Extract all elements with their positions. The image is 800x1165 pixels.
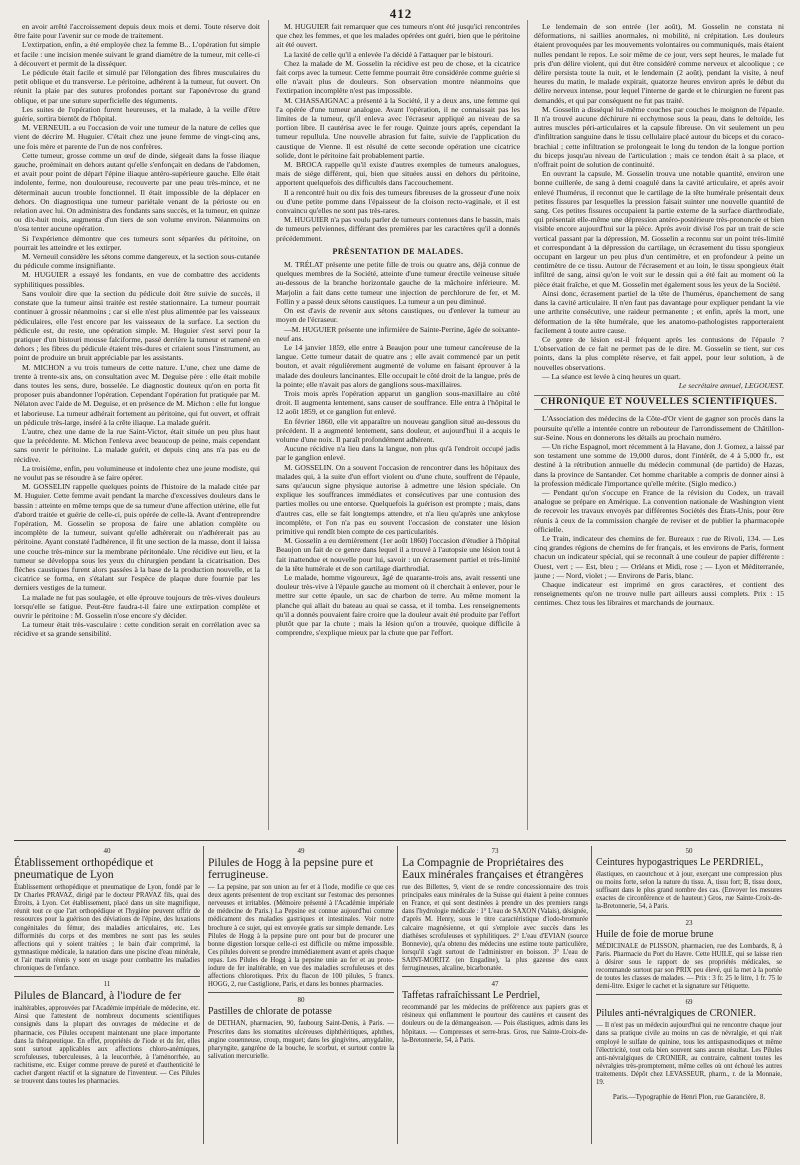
paragraph: Aucune récidive n'a lieu dans la langue, non plus qu'à l'endroit occupé jadis par le ganglion enlevé.	[276, 444, 520, 463]
ad-title: Établissement orthopédique et pneumatique de Lyon	[14, 857, 154, 882]
printer-line: Paris.—Typographie de Henri Plon, rue Garancière, 8.	[612, 1093, 766, 1102]
paragraph: M. HUGUIER a essayé les fondants, en vue de combattre des accidents syphilitiques possibles.	[14, 270, 260, 289]
paragraph: M. GOSSELIN rappelle quelques points de l'histoire de la malade citée par M. Huguier. Cette femme avait pendant la marche d'excessives douleurs dans le bassin : atteinte en même temps que de sa tumeur d'une affection utérine, elle fut d'abord traitée et guérie de celle-ci, puis opérée de celle-là. Avant d'entreprendre l'opération, M. Gosselin se proposa de faire une ablation complète ou incomplète de la tumeur, suivant qu'elle adhérerait ou n'adhérerait pas au péritoine. Ayant constaté l'adhérence, il fit une section de la masse, dont il laissa une couche très-mince sur la membrane péritonéale. Une récidive eut lieu, et la tumeur se développa sous les yeux du chirurgien pendant la cicatrisation. Des flèches caustiques furent alors passées à la base de la production nouvelle, et la cicatrice se forma, en s'étalant sur l'espèce de plaque dure fournie par les derniers vestiges de la tumeur.	[14, 482, 260, 593]
signature: Le secrétaire annuel, LEGOUEST.	[678, 380, 784, 390]
ad-body: — Il n'est pas un médecin aujourd'hui qui ne rencontre chaque jour dans sa pratique civile au moins un cas de névralgie, et qui n'ait employé le sulfate de quinine, tous les antispasmodiques et même l'électricité, tout cela bien souvent sans aucun résultat. Les Pilules anti-névralgiques de CRONIER, au contraire, calment toutes les névralgies très-promptement, même celles où ont échoué les autres traitements. Dépôt chez LEVASSEUR, pharm., r. de la Monnaie, 19.	[596, 1022, 782, 1086]
ad-title: La Compagnie de Propriétaires des Eaux minérales françaises et étrangères	[402, 857, 584, 882]
paragraph: En ouvrant la capsule, M. Gosselin trouva une notable quantité, environ une bonne cuillerée, de sang à demi coagulé dans la cavité articulaire, et après avoir enlevé l'humérus, il reconnut que le cartilage de la tête humérale présentait deux petites fissures par lesquelles la pression faisait suinter une nouvelle quantité de sang. Ces petites fissures occupaient la partie externe de la surface diarthrodiale, qui présentait elle-même une dépression antéro-postérieure très-prononcée et bien visible encore aujourd'hui sur la pièce. Après avoir divisé l'os par un trait de scie vertical passant par la dépression, M. Gosselin a reconnu sur un point très-limité et correspondant à la dépression du cartilage, un écrasement du tissu spongieux occupant en largeur un peu plus d'un centimètre, et en profondeur à peine un centimètre de ce tissu. Autour de l'écrasement et au loin, le tissu spongieux était infiltré de sang, ainsi qu'on le voit sur le dessin qui a été fait au moment où la pièce était fraîche, et que M. Gosselin met également sous les yeux de la Société.	[534, 169, 784, 289]
paragraph: L'autre, chez une dame de la rue Saint-Victor, était située un peu plus haut que la précédente. M. Michon l'enleva avec beaucoup de peine, mais cependant sans ouvrir le péritoine. La malade guérit, et depuis cinq ans n'a pas eu de récidive.	[14, 426, 260, 464]
ad-number: 40	[103, 847, 111, 855]
paragraph: Chez la malade de M. Gosselin la récidive est peu de chose, et la cicatrice fait corps avec la tumeur. Cette femme pourrait être considérée comme guérie si elle n'avait plus de douleurs. Son observation montre néanmoins que l'extirpation incomplète n'est pas impossible.	[276, 58, 520, 96]
paragraph: Le Train, indicateur des chemins de fer. Bureaux : rue de Rivoli, 134. — Les cinq grandes régions de chemins de fer français, et les environs de Paris, forment chacun un indicateur spécial, qui se reconnaît à une couleur de papier différente : Ouest, vert ; — Est, bleu ; — Orléans et Midi, rose ; — Lyon et Méditerranée, jaune ; — Nord, violet ; — Environs de Paris, blanc.	[534, 533, 784, 580]
paragraph: La laxité de celle qu'il a enlevée l'a décidé à l'attaquer par le bistouri.	[284, 49, 494, 59]
paragraph: La troisième, enfin, peu volumineuse et indolente chez une jeune modiste, qui ne voulut pas se résoudre à se faire opérer.	[14, 463, 260, 482]
ad-body: inaltérables, approuvées par l'Académie impériale de médecine, etc. Ainsi que l'attestent de nombreux documents scientifiques consignés dans la plupart des ouvrages de médecine et de pharmacie, ces Pilules occupent maintenant une place importante dans la thérapeutique. En effet, propriétés de l'iode et du fer, elles sont surtout applicables aux affections chloro-anémiques, scrofuleuses, tuberculeuses, à la leucorrhée, à l'aménorrhée, au rachitisme, etc. Exiger comme preuve de pureté et d'authenticité le cachet d'argent réactif et la signature de l'inventeur. — Ces Pilules se trouvent dans toutes les pharmacies.	[14, 1005, 200, 1086]
advertisements	[14, 846, 786, 1146]
ad-body: recommandé par les médecins de préférence aux papiers gras et résineux qui enflamment le pourtour des cautères et causent des douleurs ou de la démangeaison. — Pois élastiques, admis dans les hôpitaux. — Compresses et serre-bras. Gros, rue Sainte-Croix-de-la-Bretonnerie, 54, à Paris.	[402, 1004, 588, 1044]
section-heading: PRÉSENTATION DE MALADES.	[332, 246, 464, 256]
ad-title: Pilules de Blancard, à l'iodure de fer	[14, 990, 182, 1003]
ad-column-1	[14, 846, 200, 1146]
ad-number: 47	[491, 980, 499, 989]
column-1	[14, 22, 260, 830]
paragraph: Les suites de l'opération furent heureuses, et la malade, à la veille d'être guérie, sortira bientôt de l'hôpital.	[14, 104, 260, 124]
ad-number: 49	[297, 847, 305, 855]
paragraph: Si l'expérience démontre que ces tumeurs sont séparées du péritoine, on pourrait les atteindre et les extirper.	[14, 233, 260, 252]
ad-body: — La pepsine, par son union au fer et à l'iode, modifie ce que ces deux agents présentent de trop excitant sur l'estomac des personnes nerveuses et irritables. (Mémoire présenté à l'Académie impériale de médecine de Paris.) La Pepsine est connue aujourd'hui comme médicament des maladies gastriques et intestinales. Voir notre brochure à ce sujet, qui est envoyée gratis sur simple demande. Les Pilules de Hogg à la pepsine pure ont pour but de procurer une bonne digestion lorsque celle-ci est difficile ou même impossible. Ces pilules doivent se prendre immédiatement avant et après chaque repas. Les Pilules de Hogg à la pepsine unie au fer et au proto-iodure de fer inaltérable, en vue des maladies scrofuleuses et des affections chlorotiques. Prix du flacon de 100 pilules, 5 francs. HOGG, 2, rue Castiglione, Paris, et dans les bonnes pharmacies.	[208, 884, 394, 989]
paragraph: — Un riche Espagnol, mort récemment à la Havane, don J. Gomez, a laissé par son testament une somme de 19,000 duros, dont l'intérêt, de 4 à 5,000 fr., est destiné à la rétribution annuelle du médecin communal (de partido) de Hazas, dans la province de Santander. Cet homme charitable a compris de donner ainsi à la profession médicale l'importance qu'elle mérite. (Siglo medico.)	[534, 441, 784, 488]
ad-rule	[596, 915, 782, 916]
paragraph: Ainsi donc, écrasement partiel de la tête de l'humérus, épanchement de sang dans la cavité articulaire. Il n'en faut pas davantage pour expliquer pendant la vie une arthrite consécutive, une raideur permanente ; et enfin, après la mort, une déformation de la tête humérale, que les anatomo-pathologistes rapporteraient facilement à toute autre cause.	[534, 288, 784, 335]
paragraph: En février 1860, elle vit apparaître un nouveau ganglion situé au-dessous du précédent. Il a augmenté lentement, sans douleur, et aujourd'hui il a acquis le volume d'une noix. Il paraît profondément adhérent.	[276, 416, 520, 444]
ad-rule	[402, 976, 588, 977]
paragraph: Il a rencontré huit ou dix fois des tumeurs fibreuses de la grosseur d'une noix ou d'une petite pomme dans l'épaisseur de la cloison recto-vaginale, et il est convaincu qu'elles ne sont pas très-rares.	[276, 187, 520, 216]
paragraph: M. HUGUIER fait remarquer que ces tumeurs n'ont été jusqu'ici rencontrées que chez les femmes, et que les malades opérées ont guéri, bien que le péritoine ait été ouvert.	[276, 22, 520, 50]
ad-body: MÉDICINALE de PLISSON, pharmacien, rue des Lombards, 8, à Paris. Pharmacie du Port du Havre. Cette HUILE, qui se laisse rien à désirer sous le rapport de ses propriétés médicales, se recommande surtout par son PRIX peu élevé, qui la met à la portée de toutes les classes de malades. — Prix : 3 fr. 25 le litre, 1 fr. 75 le demi-litre. Exiger le cachet et la signature sur l'étiquette.	[596, 942, 782, 991]
ad-column-3	[402, 846, 588, 1146]
paragraph: en avoir arrêté l'accroissement depuis deux mois et demi. Toute réserve doit être faite pour l'avenir sur ce mode de traitement.	[14, 22, 260, 41]
paragraph: M. HUGUIER n'a pas voulu parler de tumeurs contenues dans le bassin, mais de tumeurs pelviennes, différant des premières par les caractères qu'il a donnés précédemment.	[276, 215, 520, 243]
ad-body: Établissement orthopédique et pneumatique de Lyon, fondé par le Dr Charles PRAVAZ, dirigé par le docteur PRAVAZ fils, quai des Étroits, à Lyon. Cet établissement, placé dans un site magnifique, réunit tout ce que l'art orthopédique et l'hygiène peuvent offrir de ressources pour la guérison des déviations de l'épine, des luxations congénitales du fémur, des maladies articulaires, etc. Les difformités du corps et des membres ne sont pas les seules affections qui y soient traitées ; le bain d'air comprimé, la gymnastique médicale, la natation dans une piscine d'eau minérale, et l'air marin réunis y sont en usage pour combattre les maladies chroniques de l'enfance.	[14, 884, 200, 973]
ad-number: 69	[685, 998, 693, 1007]
ad-rule	[596, 994, 782, 995]
paragraph: — La séance est levée à cinq heures un quart.	[542, 371, 681, 381]
paragraph: La tumeur était très-vasculaire : cette condition serait en corrélation avec sa récidive et sa grande sensibilité.	[14, 620, 260, 639]
ad-number: 73	[491, 847, 499, 855]
paragraph: Le 14 janvier 1859, elle entre à Beaujon pour une tumeur cancéreuse de la langue. Cette tumeur datait de quatre ans ; elle avait commencé par un petit bouton, et avait régulièrement augmenté de volume en faisant éprouver à la malade des douleurs lancinantes. Elle occupait le côté droit de la langue, près de la pointe; elle n'avait pas alors de ganglions sous-maxillaires.	[276, 342, 520, 389]
paragraph: Ce genre de lésion est-il fréquent après les contusions de l'épaule ? L'observation de ce fait ne permet pas de le dire. M. Gosselin se tient, sur ces points, dans la plus complète réserve, et fait appel, pour leur solution, à de nouvelles observations.	[534, 334, 784, 372]
column-3	[534, 22, 784, 830]
column-divider	[527, 20, 528, 830]
paragraph: M. Gosselin a eu dernièrement (1er août 1860) l'occasion d'étudier à l'hôpital Beaujon un fait de ce genre dans lequel il a trouvé à l'autopsie une lésion tout à fait inattendue et nouvelle pour lui, savoir : un écrasement partiel et très-limité de la tête humérale et de son cartilage diarthrodial.	[276, 536, 520, 573]
paragraph: Le malade, homme vigoureux, âgé de quarante-trois ans, avait ressenti une douleur très-vive à l'épaule gauche au moment où il cherchait à enlever, pour le mettre sur cette épaule, un sac de charbon de terre. Au même moment la planche qui allait du bateau au quai se cassa, et il tomba. Les renseignements qu'il a donnés pouvaient faire croire que la douleur avait été produite par l'effort plutôt que par la chute ; mais la lésion qu'on a trouvée, quoique difficile à comprendre, s'explique mieux par la chute que par l'effort.	[276, 572, 520, 638]
ad-body: de DETHAN, pharmacien, 90, faubourg Saint-Denis, à Paris. — Prescrites dans les stomatites ulcéreuses diphthéritiques, aphthes, angine couenneuse, croup, muguet; dans les gingivites, amygdalite, pharyngite, gangrène de la bouche, le scorbut, et surtout contre la salivation mercurielle.	[208, 1020, 394, 1060]
paragraph: —M. HUGUIER présente une infirmière de Sainte-Perrine, âgée de soixante-neuf ans.	[276, 324, 520, 343]
paragraph: L'Association des médecins de la Côte-d'Or vient de gagner son procès dans la poursuite qu'elle a intentée contre un rebouteur de l'arrondissement de Châtillon-sur-Seine. Nous en donnerons les détails au prochain numéro.	[534, 414, 784, 442]
ad-column-2	[208, 846, 394, 1146]
paragraph: M. Verneuil considère les sétons comme dangereux, et la section sous-cutanée du pédicule comme insignifiante.	[14, 252, 260, 271]
column-2	[276, 22, 520, 830]
paragraph: La malade ne fut pas soulagée, et elle éprouve toujours de très-vives douleurs lorsqu'elle se fatigue. Peut-être faudra-t-il faire une extirpation complète et ouvrir le péritoine : M. Gosselin n'ose encore s'y décider.	[14, 592, 260, 620]
ad-column-4	[596, 846, 782, 1146]
paragraph: Trois mois après l'opération apparut un ganglion sous-maxillaire au côté droit. Il augmenta lentement, sans causer de souffrance. Elle entra à l'hôpital le 12 août 1859, et ce ganglion fut enlevé.	[276, 388, 520, 417]
paragraph: M. CHASSAIGNAC a présenté à la Société, il y a deux ans, une femme qui l'a opérée d'une tumeur analogue. Avant l'opération, il ne connaissait pas les limites de la tumeur, qu'il enleva avec l'écraseur appliqué au niveau de sa portion libre. Il cautérisa avec le fer rouge. Quinze jours après, cependant la tumeur repullula. Une nouvelle abrasion fut faite, suivie de l'application du caustique de Vienne. Il est résulté de cette seconde opération une cicatrice solide, dont le péritoine fait probablement partie.	[276, 95, 520, 160]
ad-body: élastiques, en caoutchouc et à jour, exerçant une compression plus ou moins forte, selon la nature du tissu. A, tissu fort; B, tissu doux, suffisant dans le plus grand nombre des cas. (Envoyer les mesures exactes de circonférence et de hauteur.) Gros, rue Sainte-Croix-de-la-Bretonnerie, 54, à Paris.	[596, 871, 782, 911]
ad-number: 80	[297, 996, 305, 1005]
ad-title: Pilules anti-névralgiques de CRONIER.	[596, 1008, 756, 1020]
paragraph: Cette tumeur, grosse comme un œuf de dinde, siégeait dans la fosse iliaque gauche, proéminait en dehors autant qu'elle s'enfonçait en dedans de l'abdomen, et avait pour point de départ l'épine iliaque antéro-supérieure gauche. Elle était indolente, ferme, non douloureuse, recouverte par une peau très-mince, et ne déterminait aucun trouble fonctionnel. Il était impossible de la déplacer en dehors. On diagnostiqua une tumeur pariétale venant de la périoste ou en relation avec lui. On administra des fondants sans succès, et la tumeur, en quinze ou dix-huit mois, augmenta d'un tiers de son volume environ. Néanmoins on n'osa tenter aucune opération.	[14, 150, 260, 234]
paragraph: L'extirpation, enfin, a été employée chez la femme B... L'opération fut simple et facile : une incision menée suivant le grand diamètre de la tumeur, mit celle-ci à découvert et permit de la disséquer.	[14, 40, 260, 68]
paragraph: M. BROCA rappelle qu'il existe d'autres exemples de tumeurs analogues, mais de siége différent, qui, bien que situées aussi en dehors du péritoine, apportent quelquefois des difficultés dans l'accouchement.	[276, 160, 520, 188]
ads-divider	[14, 840, 786, 841]
paragraph: M. GOSSELIN. On a souvent l'occasion de rencontrer dans les hôpitaux des malades qui, à la suite d'un effort violent ou d'une chute, souffrent de l'épaule, sans qu'aucun signe physique autorise à admettre une lésion spéciale. On explique les souffrances immédiates et consécutives par une contusion des parties molles ou une entorse. Quelquefois la guérison est prompte ; mais, dans d'autres cas, elle se fait longtemps attendre, et n'a lieu qu'après une ankylose incomplète, et l'on n'a pas eu souvent l'occasion de constater une lésion primitive qui rendît bien compte de ces particularités.	[276, 462, 520, 536]
ad-number: 23	[685, 918, 693, 927]
ad-title: Taffetas rafraîchissant Le Perdriel,	[402, 990, 540, 1002]
paragraph: Le pédicule était facile et simulé par l'élongation des fibres musculaires du petit oblique et du transverse. Le péritoine, adhérent à la tumeur, fut ouvert. On réunit la plaie par des sutures profondes portant sur l'aponévrose du grand oblique, et par une suture superficielle des téguments.	[14, 68, 260, 105]
paragraph: — Pendant qu'on s'occupe en France de la révision du Codex, un travail analogue se prépare en Amérique. La convention nationale de Washington vient de recevoir les travaux envoyés par différentes Sociétés des États-Unis, pour être réunis à ceux de la commission chargée de reviser et de publier la pharmacopée officielle.	[534, 487, 784, 534]
paragraph: On est d'avis de revenir aux sétons caustiques, ou d'enlever la tumeur au moyen de l'écraseur.	[276, 306, 520, 325]
ad-title: Huile de foie de morue brune	[596, 928, 714, 940]
paragraph: Le lendemain de son entrée (1er août), M. Gosselin ne constata ni déformations, ni saillies anormales, ni mobilité, ni crépitation. Les douleurs étaient provoquées par les mouvements volontaires ou communiqués, mais étaient nulles pendant le repos. Le soir même de ce jour, vers sept heures, le malade fut pris d'un délire violent, qui dut être considéré comme nerveux et alcoolique ; ce délire persista toute la nuit, et le lendemain (2 août), pendant la visite, à neuf heures du matin, le malade expirait, quatorze heures environ après le début du délire nerveux intense, pour lequel l'interne de garde et le chirurgien ne furent pas demandés, et qui par conséquent ne fut pas traité.	[534, 22, 784, 105]
ad-title: Pilules de Hogg à la pepsine pure et ferrugineuse.	[208, 857, 374, 882]
paragraph: M. MICHON a vu trois tumeurs de cette nature. L'une, chez une dame de trente à trente-six ans, on consultation avec M. Deguise père : elle était mobile dans toutes les sens, dure, bosselée. Le diagnostic douteux qu'on en porta fit proposer puis abandonner l'opération. Cependant l'opération fut pratiquée par M. Nélaton avec l'aide de M. Deguise, et en présence de M. Michon : elle fut longue et laborieuse. La tumeur adhérait fortement au péritoine, qui fut ouvert, et offrait un pédicule très-large, inséré à la crête iliaque. La malade guérit.	[14, 362, 260, 427]
ad-number: 11	[103, 980, 111, 989]
paragraph: M. VERNEUIL a eu l'occasion de voir une tumeur de la nature de celles que vient de décrire M. Huguier. C'était chez une jeune femme de vingt-cinq ans, une fois mère et parente de l'un de nos confrères.	[14, 123, 260, 151]
paragraph: Chaque indicateur est imprimé en gros caractères, et contient des renseignements qu'on ne trouve nulle part ailleurs aussi complets. Prix : 15 centimes. Chez tous les libraires et marchands de journaux.	[534, 579, 784, 608]
ad-rule	[208, 992, 394, 993]
chronique-heading: CHRONIQUE ET NOUVELLES SCIENTIFIQUES.	[534, 395, 784, 410]
ad-title: Ceintures hypogastriques Le PERDRIEL,	[596, 857, 764, 869]
ad-number: 50	[685, 847, 693, 855]
ad-rule	[14, 976, 200, 977]
ad-body: rue des Billettes, 9, vient de se rendre concessionnaire des trois principales eaux minérales de la Suisse qui étaient à peine connues en France, et qui sont destinées à prendre un des premiers rangs dans l'hydrologie médicale : 1° L'eau de SAXON (Valais), désignée, d'après M. Henry, sous le titre caractéristique d'iodo-bromurée calcaire magnésienne, et qui s'emploie avec succès dans les diathèses scrofuleuses et syphilitiques. 2° L'eau d'EVIAN (source Bonnevie), qu'a obtenu des médecins une estime toute particulière, lorsqu'il s'agit surtout de l'administrer en boisson. 3° L'eau de SAINT-MORITZ (en Engadine), la plus gazeuse des eaux ferrugineuses, alcaline, bicarbonatée.	[402, 884, 588, 973]
paragraph: M. Gosselin a disséqué lui-même couches par couches le moignon de l'épaule. Il n'a trouvé aucune déchirure ni ecchymose sous la peau, dans le deltoïde, les autres muscles péri-articulaires et la capsule fibreuse. On vit seulement un peu d'infiltration sanguine dans le tissu cellulaire placé autour du biceps et du coraco-brachial ; cette infiltration se prolongeait le long du tendon de la longue portion du biceps jusqu'au niveau de l'articulation ; mais ce tendon était à sa place, et n'offrait point de solution de continuité.	[534, 104, 784, 170]
column-divider	[268, 20, 269, 830]
paragraph: Sans vouloir dire que la section du pédicule doit être suivie de succès, il constate que la tumeur ainsi traitée est restée stationnaire. La tumeur pourrait continuer à grossir néanmoins ; car si elle n'est plus alimentée par les vaisseaux pédiculaires, elle l'est encore par les vaisseaux de la surface. La section du pédicule est, du reste, une opération simple. M. Huguier s'est servi pour la pratiquer d'un bistouri mousse falciforme, passé derrière la tumeur et ramené en dehors ; les fibres du pédicule étaient très-dures et criaient sous l'instrument, au point de produire un bruit appréciable par les assistants.	[14, 288, 260, 363]
page-number: 412	[389, 6, 413, 21]
paragraph: M. TRÉLAT présente une petite fille de trois ou quatre ans, déjà connue de quelques membres de la Société, atteinte d'une tumeur érectile veineuse située au-dessous de la branche horizontale gauche de la mâchoire inférieure. M. Marjolin a fait dans cette tumeur une injection de perchlorure de fer, et M. Follin y a passé deux sétons caustiques. La tumeur a un peu diminué.	[276, 260, 520, 306]
ad-title: Pastilles de chlorate de potasse	[208, 1006, 332, 1018]
